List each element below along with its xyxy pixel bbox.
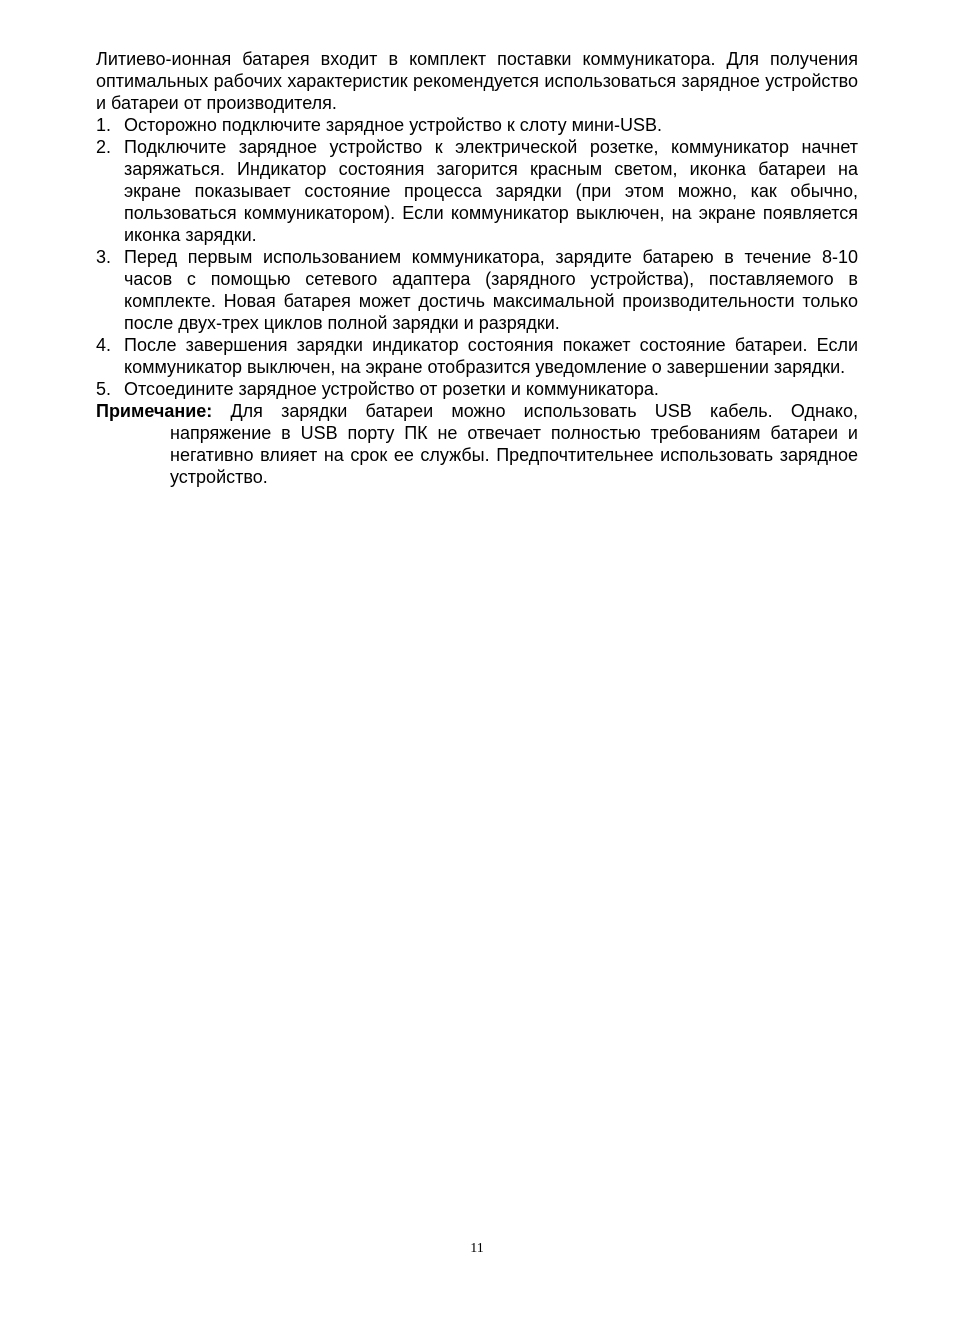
page-content bbox=[96, 48, 858, 488]
page-number: 11 bbox=[470, 1241, 484, 1256]
step-text: После завершения зарядки индикатор состояния покажет состояние батареи. Если коммуникатор выключен, на экране отобразится уведомление о завершении зарядки. bbox=[124, 335, 858, 377]
step-number: 4. bbox=[96, 335, 112, 355]
step-text: Осторожно подключите зарядное устройство к слоту мини-USB. bbox=[124, 115, 662, 135]
note-text: Для зарядки батареи можно использовать USB кабель. Однако, напряжение в USB порту ПК не отвечает полностью требованиям батареи и негативно влияет на срок ее службы. Предпочтительнее использовать зарядное устройство. bbox=[170, 401, 858, 487]
list-item bbox=[96, 378, 858, 400]
step-text: Отсоедините зарядное устройство от розетки и коммуникатора. bbox=[124, 379, 659, 399]
charging-steps-list bbox=[96, 114, 858, 400]
list-item bbox=[96, 114, 858, 136]
note-label: Примечание: bbox=[96, 401, 213, 421]
intro-paragraph: Литиево-ионная батарея входит в комплект поставки коммуникатора. Для получения оптимальных рабочих характеристик рекомендуется использоваться зарядное устройство и батареи от производителя. bbox=[96, 49, 858, 113]
step-number: 5. bbox=[96, 379, 112, 399]
step-text: Перед первым использованием коммуникатора, зарядите батарею в течение 8-10 часов с помощью сетевого адаптера (зарядного устройства), поставляемого в комплекте. Новая батарея может достичь максимальной производительности только после двух-трех циклов полной зарядки и разрядки. bbox=[124, 247, 858, 333]
list-item bbox=[96, 334, 858, 378]
step-number: 1. bbox=[96, 115, 112, 135]
list-item bbox=[96, 136, 858, 246]
step-number: 3. bbox=[96, 247, 112, 267]
list-item bbox=[96, 246, 858, 334]
step-number: 2. bbox=[96, 137, 112, 157]
note-paragraph bbox=[96, 400, 858, 488]
step-text: Подключите зарядное устройство к электрической розетке, коммуникатор начнет заряжаться. Индикатор состояния загорится красным светом, иконка батареи на экране показывает состояние процесса зарядки (при этом можно, как обычно, пользоваться коммуникатором). Если коммуникатор выключен, на экране появляется иконка зарядки. bbox=[124, 137, 858, 245]
